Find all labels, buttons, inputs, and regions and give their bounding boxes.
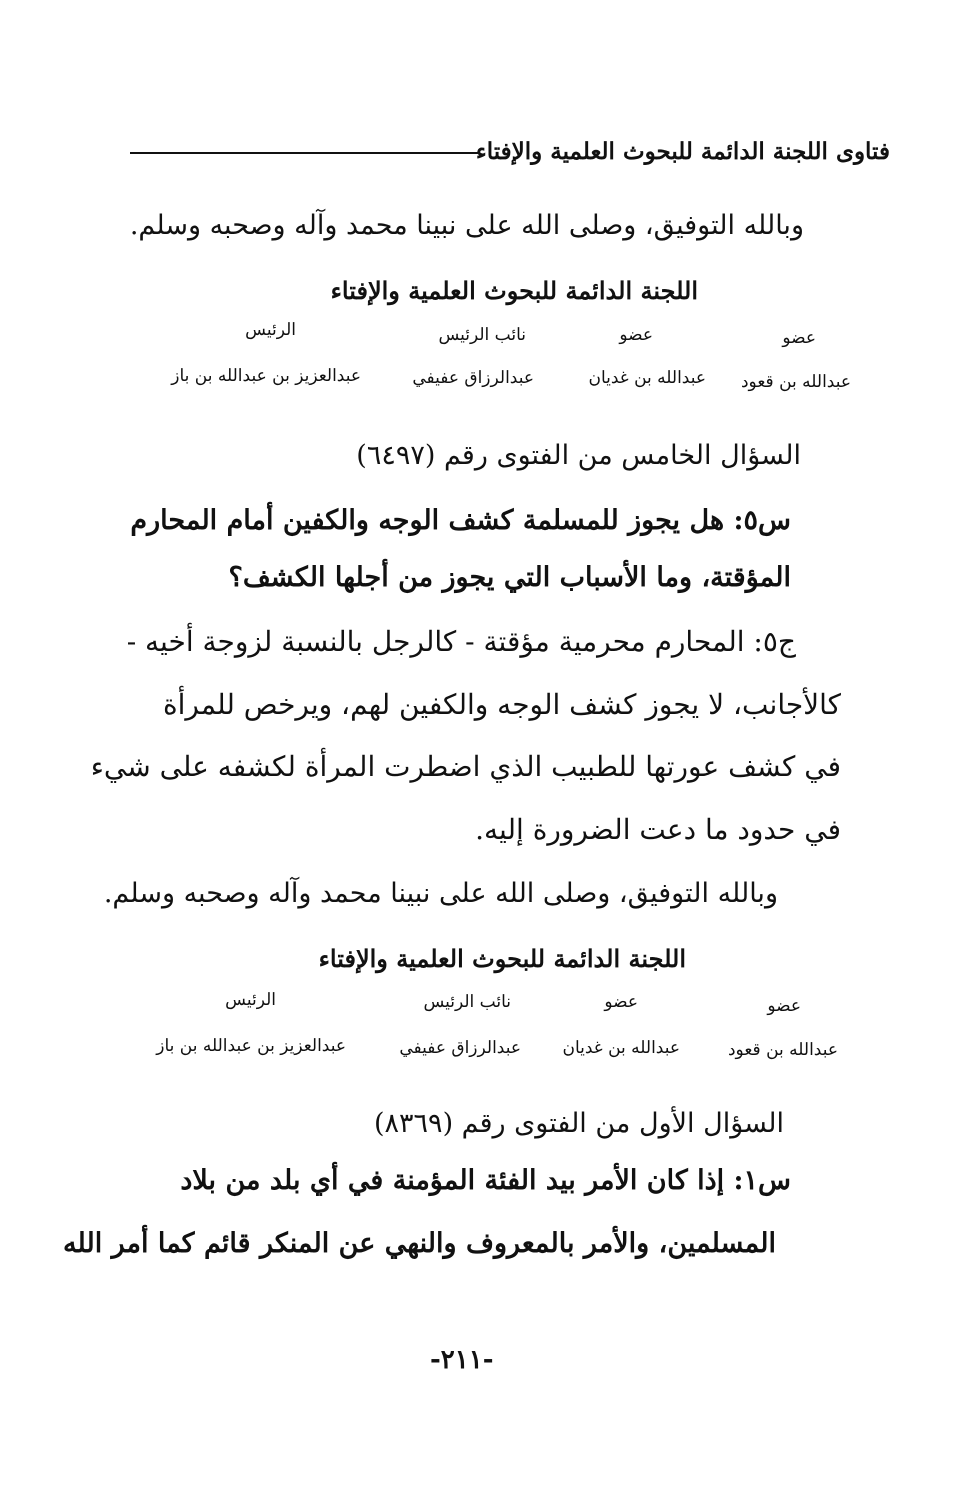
question-line: المسلمين، والأمر بالمعروف والنهي عن المنكر قائم كما أمر الله bbox=[63, 1228, 776, 1259]
running-header-title: فتاوى اللجنة الدائمة للبحوث العلمية والإفتاء bbox=[475, 138, 890, 165]
signature-role: نائب الرئيس bbox=[423, 992, 511, 1012]
answer-line: ج٥: المحارم محرمية مؤقتة - كالرجل بالنسبة لزوجة أخيه - bbox=[126, 625, 796, 658]
closing-formula: وبالله التوفيق، وصلى الله على نبينا محمد وآله وصحبه وسلم. bbox=[103, 878, 778, 909]
signature-name: عبدالله بن غديان bbox=[588, 368, 706, 388]
running-header bbox=[130, 138, 890, 178]
header-rule bbox=[130, 152, 480, 154]
signature-name: عبدالعزيز بن عبدالله بن باز bbox=[156, 1036, 346, 1056]
closing-formula: وبالله التوفيق، وصلى الله على نبينا محمد وآله وصحبه وسلم. bbox=[129, 210, 804, 241]
signature-role: نائب الرئيس bbox=[438, 325, 526, 345]
question-line: س١: إذا كان الأمر بيد الفئة المؤمنة في أي بلد من بلاد bbox=[180, 1165, 791, 1196]
signature-role: عضو bbox=[619, 325, 653, 345]
answer-line: في حدود ما دعت الضرورة إليه. bbox=[475, 813, 841, 846]
signature-name: عبدالرزاق عفيفي bbox=[412, 368, 534, 388]
signature-name: عبدالله بن قعود bbox=[740, 372, 851, 392]
committee-name: اللجنة الدائمة للبحوث العلمية والإفتاء bbox=[318, 944, 686, 973]
signature-role: الرئيس bbox=[225, 990, 276, 1010]
signature-role: عضو bbox=[767, 996, 801, 1016]
question-line: س٥: هل يجوز للمسلمة كشف الوجه والكفين أمام المحارم bbox=[130, 505, 791, 536]
signature-name: عبدالله بن قعود bbox=[727, 1040, 838, 1060]
signature-role: الرئيس bbox=[245, 320, 296, 340]
answer-line: كالأجانب، لا يجوز كشف الوجه والكفين لهم، ويرخص للمرأة bbox=[162, 688, 841, 721]
page-number: -٢١١- bbox=[430, 1345, 494, 1375]
signature-name: عبدالعزيز بن عبدالله بن باز bbox=[171, 366, 361, 386]
signature-name: عبدالرزاق عفيفي bbox=[399, 1038, 521, 1058]
question-heading: السؤال الخامس من الفتوى رقم (٦٤٩٧) bbox=[356, 440, 801, 471]
answer-line: في كشف عورتها للطبيب الذي اضطرت المرأة لكشفه على شيء bbox=[90, 750, 841, 783]
question-line: المؤقتة، وما الأسباب التي يجوز من أجلها الكشف؟ bbox=[228, 562, 791, 593]
signature-name: عبدالله بن غديان bbox=[562, 1038, 680, 1058]
signature-role: عضو bbox=[782, 328, 816, 348]
question-heading: السؤال الأول من الفتوى رقم (٨٣٦٩) bbox=[374, 1108, 784, 1139]
committee-name: اللجنة الدائمة للبحوث العلمية والإفتاء bbox=[330, 276, 698, 305]
signature-role: عضو bbox=[604, 992, 638, 1012]
